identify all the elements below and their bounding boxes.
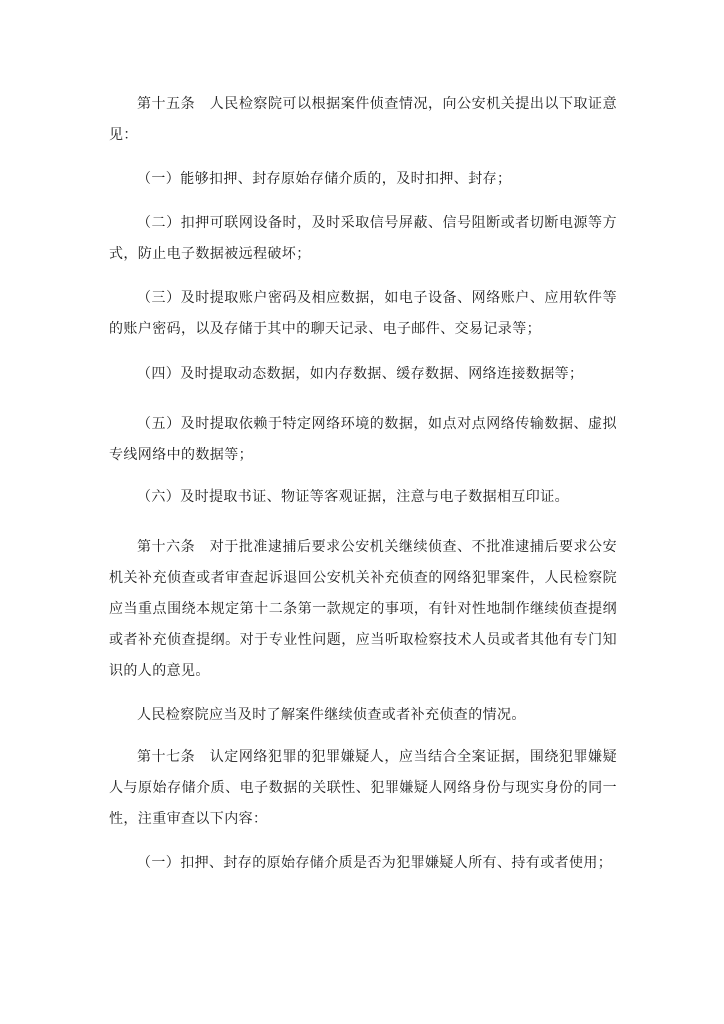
paragraph-article-17: 第十七条 认定网络犯罪的犯罪嫌疑人，应当结合全案证据，围绕犯罪嫌疑人与原始存储介质、电子数据的关联性、犯罪嫌疑人网络身份与现实身份的同一性，注重审查以下内容： (109, 749, 617, 827)
paragraph-article-17-item-1: （一）扣押、封存的原始存储介质是否为犯罪嫌疑人所有、持有或者使用； (137, 855, 613, 871)
paragraph-article-16: 第十六条 对于批准逮捕后要求公安机关继续侦查、不批准逮捕后要求公安机关补充侦查或者审查起诉退回公安机关补充侦查的网络犯罪案件，人民检察院应当重点围绕本规定第十二条第一款规定的事项，有针对性地制作继续侦查提纲或者补充侦查提纲。对于专业性问题，应当听取检察技术人员或者其他有专门知识的人的意见。 (109, 539, 617, 679)
paragraph-item-6: （六）及时提取书证、物证等客观证据，注意与电子数据相互印证。 (137, 489, 569, 505)
paragraph-supplement: 人民检察院应当及时了解案件继续侦查或者补充侦查的情况。 (137, 707, 526, 723)
paragraph-item-3: （三）及时提取账户密码及相应数据，如电子设备、网络账户、应用软件等的账户密码，以及存储于其中的聊天记录、电子邮件、交易记录等； (109, 290, 617, 337)
paragraph-item-4: （四）及时提取动态数据，如内存数据、缓存数据、网络连接数据等； (137, 366, 584, 382)
paragraph-item-1: （一）能够扣押、封存原始存储介质的，及时扣押、封存； (137, 171, 512, 187)
paragraph-item-2: （二）扣押可联网设备时，及时采取信号屏蔽、信号阻断或者切断电源等方式，防止电子数据被远程破坏； (109, 215, 617, 262)
paragraph-item-5: （五）及时提取依赖于特定网络环境的数据，如点对点网络传输数据、虚拟专线网络中的数据等； (109, 416, 617, 463)
paragraph-article-15: 第十五条 人民检察院可以根据案件侦查情况，向公安机关提出以下取证意见： (109, 96, 617, 143)
